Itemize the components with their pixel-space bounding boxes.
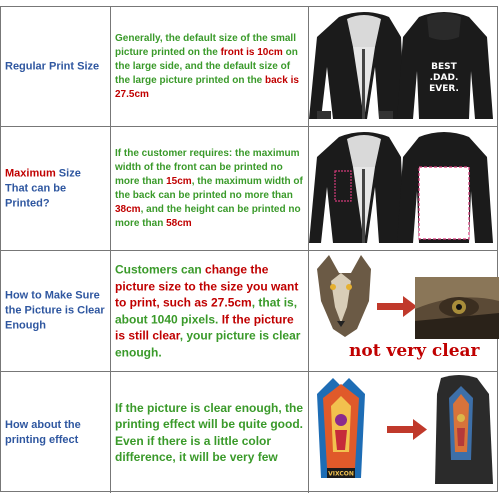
not-very-clear-caption: not very clear <box>349 341 480 361</box>
row-label: Regular Print Size <box>5 60 100 72</box>
print-size-table <box>0 6 498 492</box>
desc-highlight: back is 27.5cm <box>115 74 299 100</box>
row-maximum-size <box>1 127 497 251</box>
desc-text: Generally, the default size of the small picture printed on the <box>115 32 296 58</box>
arrow-right-icon <box>387 419 427 440</box>
desc-text: on the large side, and the default size of the large picture printed on the <box>115 46 298 86</box>
desc-text: , that is, about 1040 pixels. <box>115 295 298 326</box>
zoomed-eye-image <box>415 277 499 339</box>
row-description: If the picture is clear enough, the printing effect will be quite good. Even if there is a little color difference, it will be very few <box>115 400 304 464</box>
row-printing-effect <box>1 372 497 493</box>
back-print-area <box>419 167 469 239</box>
desc-highlight: 38cm <box>115 203 141 215</box>
hoodie-front-back-image <box>309 7 499 125</box>
arrow-right-icon <box>377 296 417 317</box>
desc-highlight: If the picture is still clear <box>115 312 294 343</box>
badge-text: VIXCON <box>328 470 354 478</box>
label-cell <box>1 127 111 250</box>
hoodie-front <box>309 132 405 243</box>
row-regular-print-size <box>1 7 497 127</box>
hoodie-print-line: EVER. <box>429 84 459 94</box>
label-highlight: Maximum <box>5 167 56 179</box>
clarity-comparison-image <box>309 251 499 343</box>
label-cell <box>1 7 111 126</box>
hoodie-print-line: .DAD. <box>429 73 459 83</box>
description-cell <box>111 7 309 126</box>
row-label <box>5 166 106 211</box>
badge-design <box>317 378 365 478</box>
desc-highlight: change the picture size to the size you want to print, such as 27.5cm <box>115 262 299 310</box>
printing-effect-image <box>309 372 499 490</box>
hoodie-print-line: BEST <box>431 62 457 72</box>
printed-hoodie-back <box>435 375 493 484</box>
desc-text: Customers can <box>115 262 206 277</box>
image-cell <box>309 372 497 493</box>
desc-text: , your picture is clear enough. <box>115 328 301 359</box>
desc-highlight: 15cm <box>166 175 192 187</box>
image-cell <box>309 7 497 126</box>
desc-highlight: front is 10cm <box>220 46 283 58</box>
hoodie-back <box>397 12 493 119</box>
desc-text: If the customer requires: the maximum width of the front can be printed no more than <box>115 147 300 187</box>
label-cell <box>1 372 111 493</box>
desc-text: , and the height can be printed no more than <box>115 203 301 229</box>
hoodie-max-size-image <box>309 127 499 249</box>
image-cell <box>309 127 497 250</box>
row-description <box>115 147 304 231</box>
wolf-illustration <box>317 255 371 337</box>
label-cell <box>1 251 111 371</box>
row-picture-clarity <box>1 251 497 372</box>
label-text: Size That can be Printed? <box>5 167 81 209</box>
row-label: How to Make Sure the Picture is Clear Enough <box>5 289 105 332</box>
row-description <box>115 32 304 102</box>
row-label: How about the printing effect <box>5 418 81 446</box>
description-cell <box>111 127 309 250</box>
desc-text: , the maximum width of the back can be printed no more than <box>115 175 303 201</box>
image-cell <box>309 251 497 371</box>
description-cell <box>111 372 309 493</box>
desc-highlight: 58cm <box>166 217 192 229</box>
row-description <box>115 262 304 361</box>
hoodie-front <box>309 12 405 119</box>
description-cell <box>111 251 309 371</box>
hoodie-back <box>397 132 493 243</box>
